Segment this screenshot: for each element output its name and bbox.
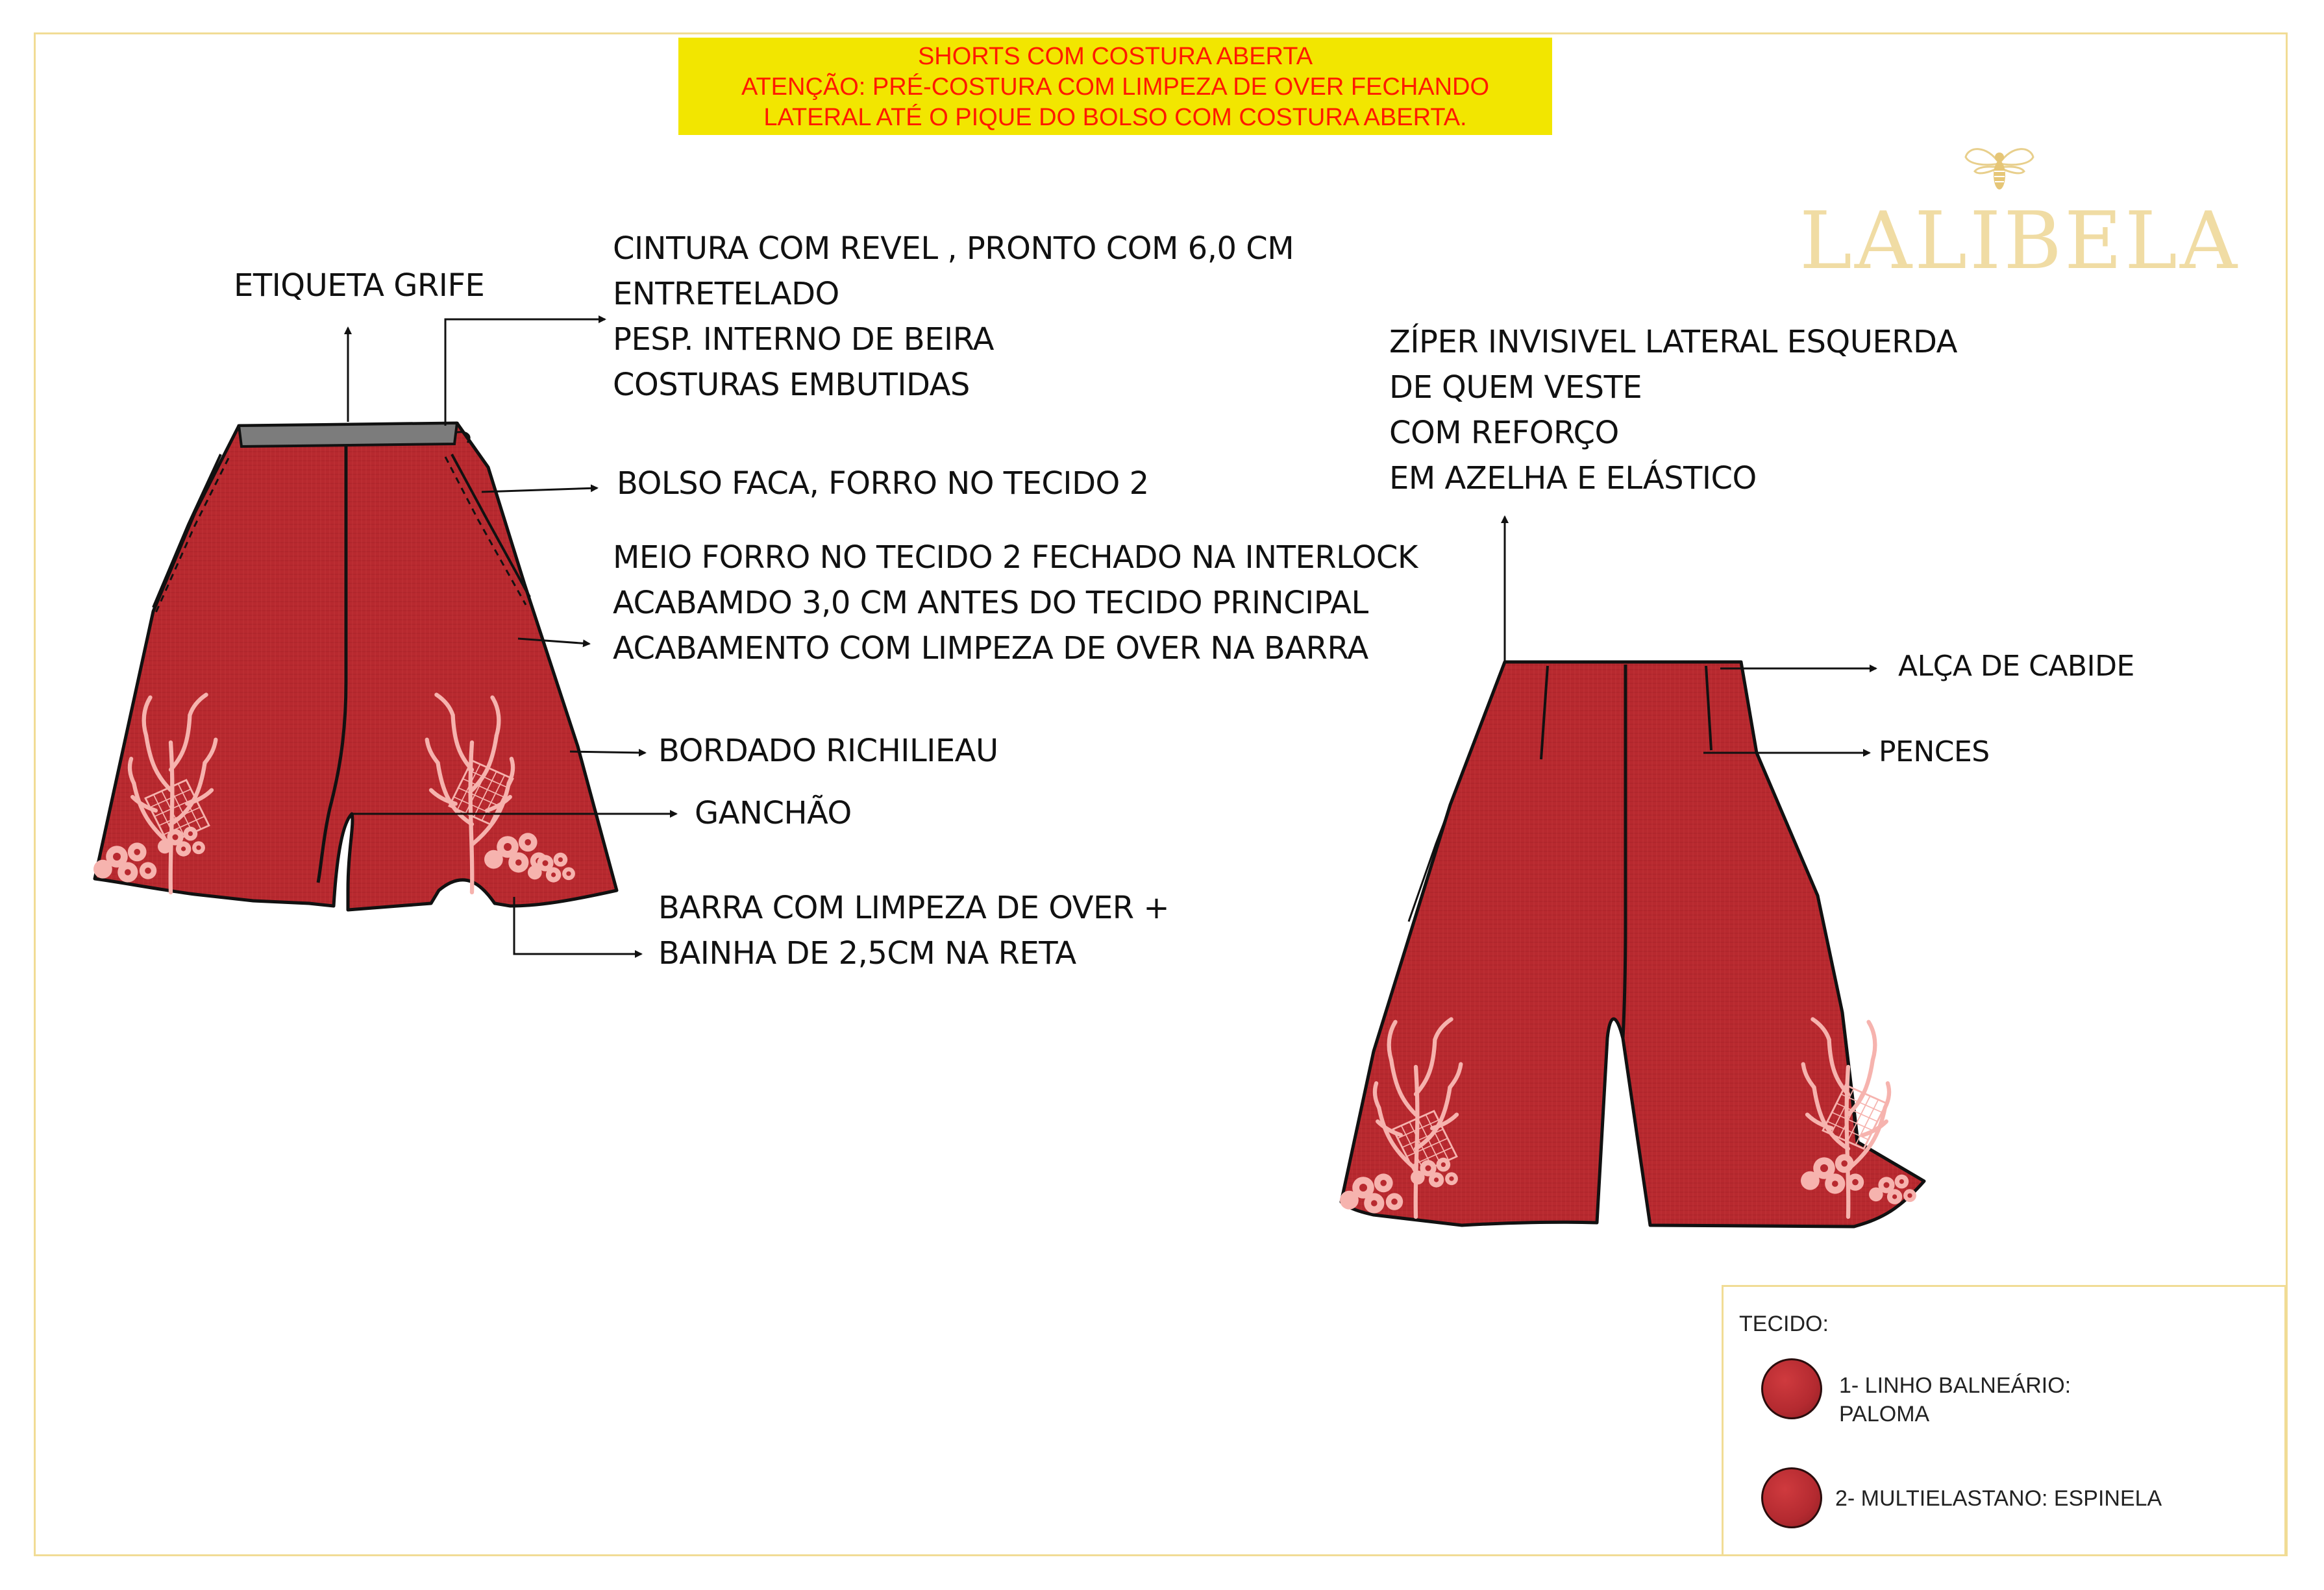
label-etiqueta-grife: ETIQUETA GRIFE (234, 267, 485, 304)
label-cintura-line: COSTURAS EMBUTIDAS (613, 367, 970, 403)
banner-line-2: ATENÇÃO: PRÉ-COSTURA COM LIMPEZA DE OVER FECHANDO (741, 73, 1490, 101)
label-ziper-line: ZÍPER INVISIVEL LATERAL ESQUERDA (1389, 324, 1957, 360)
front-shorts (93, 423, 617, 910)
label-cintura (613, 226, 1294, 408)
label-meio-forro (613, 535, 1418, 671)
fabric-swatch-1 (1761, 1358, 1822, 1419)
label-barra-line: BARRA COM LIMPEZA DE OVER + (658, 890, 1170, 926)
label-pences: PENCES (1879, 735, 1990, 768)
label-alca-de-cabide: ALÇA DE CABIDE (1898, 650, 2134, 683)
banner-line-1: SHORTS COM COSTURA ABERTA (917, 43, 1313, 70)
label-ziper-line: COM REFORÇO (1389, 415, 1619, 451)
legend-item-line: PALOMA (1839, 1402, 1930, 1426)
label-barra-line: BAINHA DE 2,5CM NA RETA (658, 935, 1076, 972)
fabric-swatch-2 (1761, 1467, 1822, 1528)
label-ziper-line: EM AZELHA E ELÁSTICO (1389, 460, 1757, 496)
label-ziper (1389, 319, 1957, 501)
label-ganchao: GANCHÃO (695, 795, 852, 831)
label-forro-line: ACABAMENTO COM LIMPEZA DE OVER NA BARRA (613, 630, 1368, 667)
label-ziper-line: DE QUEM VESTE (1389, 369, 1642, 406)
label-bolso-faca: BOLSO FACA, FORRO NO TECIDO 2 (617, 465, 1149, 502)
back-shorts (1340, 662, 1924, 1227)
fabric-legend (1722, 1285, 2286, 1556)
legend-item-1 (1839, 1371, 2071, 1428)
brand-logo-text: LALIBELA (1799, 195, 2240, 287)
banner-line-3: LATERAL ATÉ O PIQUE DO BOLSO COM COSTURA ABERTA. (763, 104, 1467, 131)
label-cintura-line: PESP. INTERNO DE BEIRA (613, 321, 994, 358)
label-forro-line: MEIO FORRO NO TECIDO 2 FECHADO NA INTERLOCK (613, 539, 1418, 576)
legend-item-line: 1- LINHO BALNEÁRIO: (1839, 1373, 2071, 1398)
legend-item-2: 2- MULTIELASTANO: ESPINELA (1835, 1486, 2162, 1511)
label-bordado: BORDADO RICHILIEAU (658, 733, 998, 769)
label-barra (658, 885, 1169, 976)
legend-title: TECIDO: (1739, 1312, 1829, 1336)
label-forro-line: ACABAMDO 3,0 CM ANTES DO TECIDO PRINCIPAL (613, 585, 1368, 621)
label-cintura-line: ENTRETELADO (613, 276, 839, 312)
label-cintura-line: CINTURA COM REVEL , PRONTO COM 6,0 CM (613, 230, 1294, 267)
